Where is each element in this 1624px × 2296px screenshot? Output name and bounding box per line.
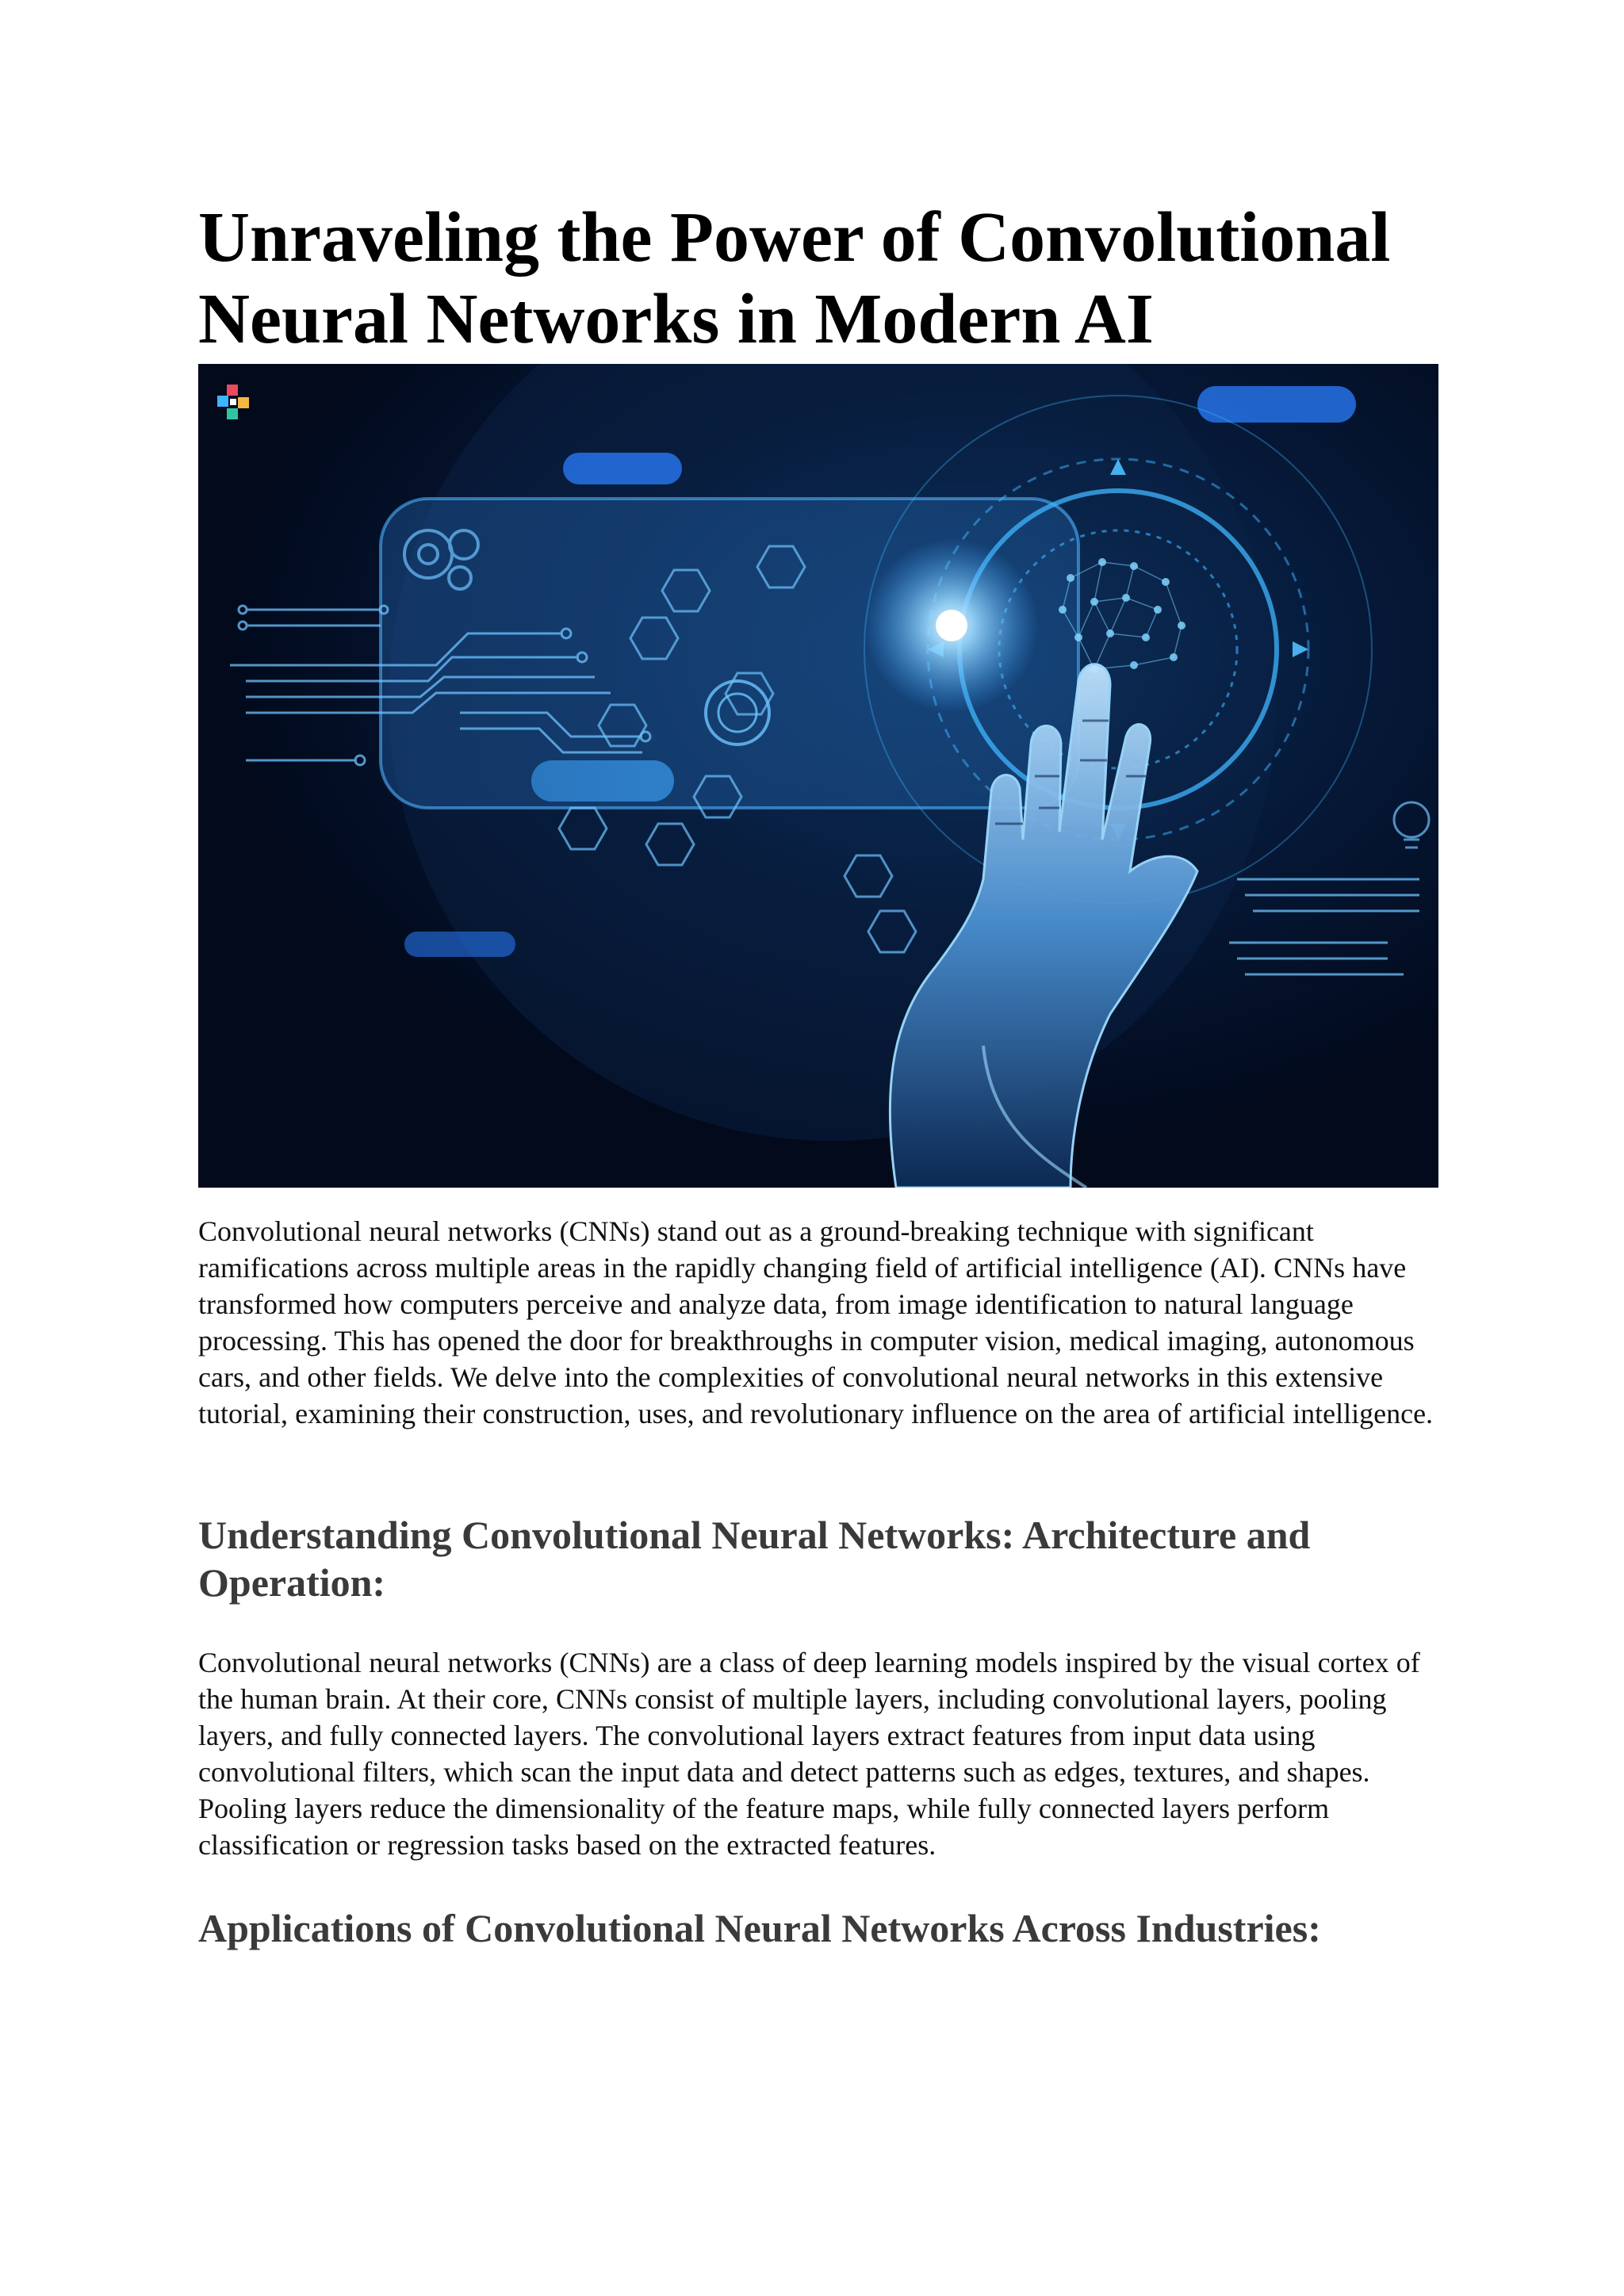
section-heading-architecture: Understanding Convolutional Neural Networks: Architecture and Operation: <box>198 1513 1311 1605</box>
brand-logo-icon <box>216 383 257 424</box>
hero-image <box>198 364 1438 1188</box>
section-heading-applications: Applications of Convolutional Neural Networks Across Industries: <box>198 1906 1321 1950</box>
document-title: Unraveling the Power of Convolutional Neural Networks in Modern AI <box>198 198 1391 358</box>
architecture-paragraph: Convolutional neural networks (CNNs) are a class of deep learning models inspired by the visual cortex of the human brain. At their core, CNNs consist of multiple layers, including convolutional layers, pooling layers, and fully connected layers. The convolutional layers extract features from input data using convolutional filters, which scan the input data and detect patterns such as edges, textures, and shapes. Pooling layers reduce the dimensionality of the feature maps, while fully connected layers perform classification or regression tasks based on the extracted features. <box>198 1647 1420 1861</box>
intro-paragraph: Convolutional neural networks (CNNs) stand out as a ground-breaking technique with significant ramifications across multiple areas in the rapidly changing field of artificial intelligence (AI). CNNs have transformed how computers perceive and analyze data, from image identification to natural language processing. This has opened the door for breakthroughs in computer vision, medical imaging, autonomous cars, and other fields. We delve into the complexities of convolutional neural networks in this extensive tutorial, examining their construction, uses, and revolutionary influence on the area of artificial intelligence. <box>198 1215 1434 1429</box>
